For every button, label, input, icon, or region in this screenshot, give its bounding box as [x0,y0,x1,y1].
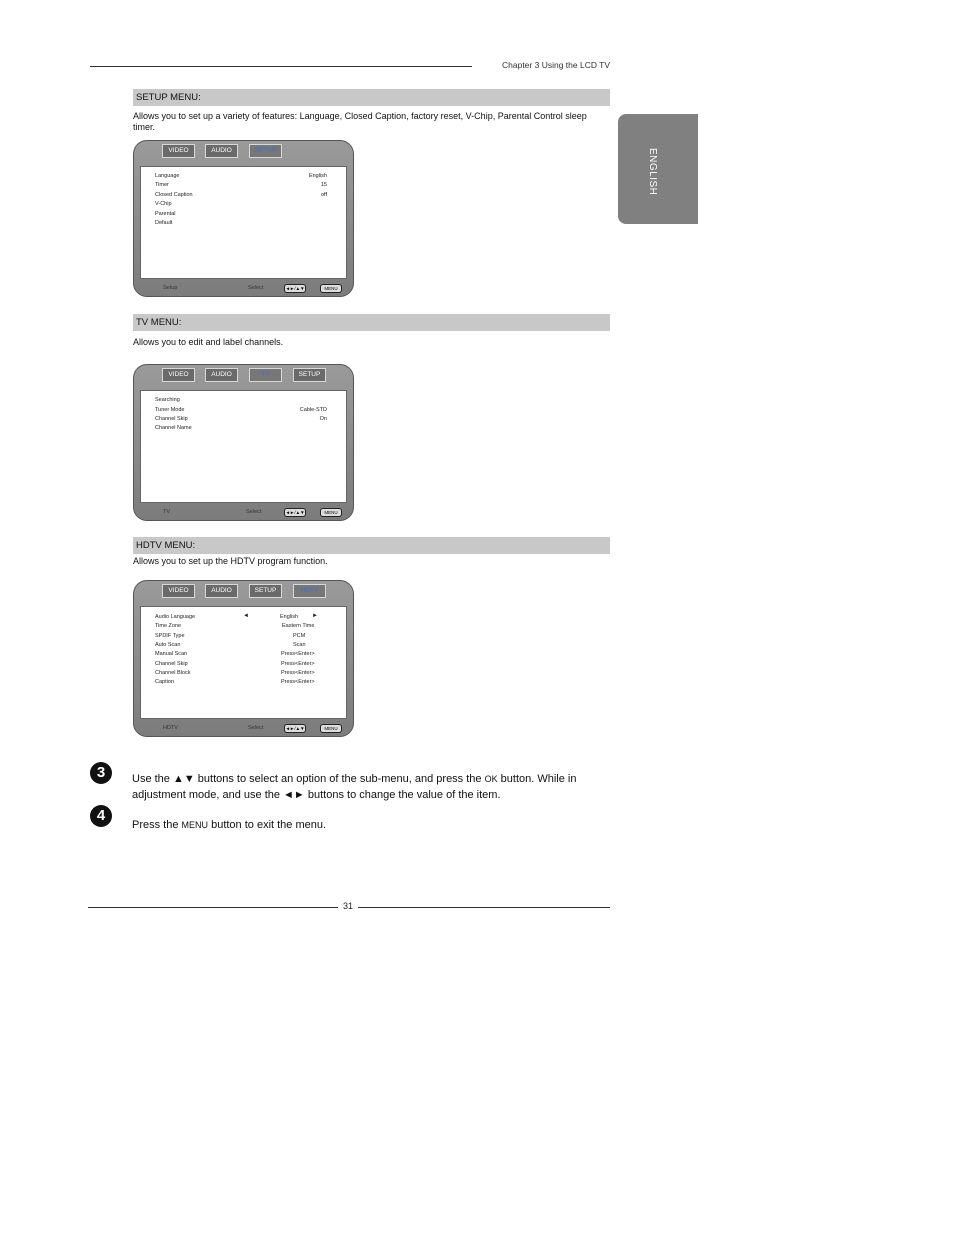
menu-row-label: SPDIF Type [155,633,185,639]
tab-audio: AUDIO [205,584,238,598]
footer-rule-right [358,907,610,908]
step-4-text-a: Press the [132,819,182,831]
tab-audio: AUDIO [205,144,238,158]
right-arrow-icon: ► [312,613,318,619]
menu-row-value: Press<Enter> [281,679,315,685]
tv-menu-screenshot [133,364,354,521]
menu-row-value: PCM [293,633,306,639]
footer-select-label: Select [248,285,264,291]
setup-section-title: SETUP MENU: [133,89,610,106]
menu-key-icon: MENU [320,508,342,517]
footer-select-label: Select [248,725,264,731]
step-4-text [132,817,612,833]
tab-hdtv: HDTV [293,584,326,598]
tab-setup: SETUP [249,144,282,158]
menu-key-label: MENU [181,820,209,830]
step-3-text [132,771,612,803]
left-arrow-icon: ◄ [243,613,249,619]
menu-row-label: Channel Name [155,425,192,431]
header-rule [90,66,472,67]
menu-row-value: Press<Enter> [281,651,315,657]
step-3-number: 3 [90,762,112,784]
footer-select-label: Select [246,509,262,515]
footer-menu-name: HDTV [163,725,178,731]
menu-screen [140,606,347,719]
step-4-number: 4 [90,805,112,827]
arrow-keys-icon: ◄►/▲▼ [285,510,305,515]
menu-row-label: Parental [155,211,176,217]
menu-row-label: Audio Language [155,614,196,620]
arrow-keys-icon: ◄►/▲▼ [285,726,305,731]
menu-row-label: Time Zone [155,623,182,629]
setup-menu-screenshot [133,140,354,297]
hdtv-description: Allows you to set up the HDTV program function. [133,556,328,566]
hdtv-menu-screenshot [133,580,354,737]
menu-key-icon: MENU [320,724,342,733]
menu-row-value: Cable-STD [299,407,327,413]
tab-video: VIDEO [162,368,195,382]
menu-row-label: Channel Block [155,670,191,676]
menu-row-value: On [319,416,327,422]
tab-setup: SETUP [293,368,326,382]
menu-row-label: V-Chip [155,201,172,207]
menu-row-label: Manual Scan [155,651,188,657]
menu-row-label: Default [155,220,173,226]
footer-rule-left [88,907,338,908]
menu-row-label: Caption [155,679,174,685]
tab-setup: SETUP [249,584,282,598]
tab-tv: TV [249,368,282,382]
ok-key-label: OK [484,774,498,784]
footer-menu-name: Setup [163,285,178,291]
page-number: 31 [343,901,354,911]
setup-description: Allows you to set up a variety of features: Language, Closed Caption, factory reset, V-Chip, Parental Control sleep timer. [133,111,587,132]
menu-row-label: Closed Caption [155,192,193,198]
menu-row-value: English [308,173,327,179]
tv-description: Allows you to edit and label channels. [133,337,284,347]
arrow-keys-icon: ◄►/▲▼ [285,286,305,291]
language-tab-label: ENGLISH [647,148,658,196]
menu-row-label: Language [155,173,180,179]
menu-screen [140,166,347,279]
menu-row-value: 15 [320,182,327,188]
language-side-tab [618,114,698,224]
menu-row-label: Tuner Mode [155,407,185,413]
chapter-title: Chapter 3 Using the LCD TV [502,60,611,70]
menu-screen [140,390,347,503]
menu-row-label: Timer [155,182,169,188]
menu-row-value: Press<Enter> [281,670,315,676]
menu-row-value: Press<Enter> [281,661,315,667]
menu-row-label: Channel Skip [155,416,188,422]
menu-key-icon: MENU [320,284,342,293]
step-4-text-b: button to exit the menu. [208,819,327,831]
hdtv-section-title: HDTV MENU: [133,537,610,554]
footer-menu-name: TV [163,509,171,515]
menu-row-value: English [280,614,299,620]
tv-section-title: TV MENU: [133,314,610,331]
menu-row-label: Searching [155,397,180,403]
step-3-text-b: button. While in adjustment mode, and use the ◄► buttons to change the value of the item. [132,773,577,801]
tab-audio: AUDIO [205,368,238,382]
menu-row-label: Channel Skip [155,661,188,667]
step-3-text-a: Use the ▲▼ buttons to select an option of the sub-menu, and press the [132,773,485,785]
menu-row-value: Scan [293,642,306,648]
menu-row-value: off [320,192,327,198]
menu-row-label: Auto Scan [155,642,181,648]
menu-row-value: Eastern Time [282,623,315,629]
tab-video: VIDEO [162,584,195,598]
tab-video: VIDEO [162,144,195,158]
